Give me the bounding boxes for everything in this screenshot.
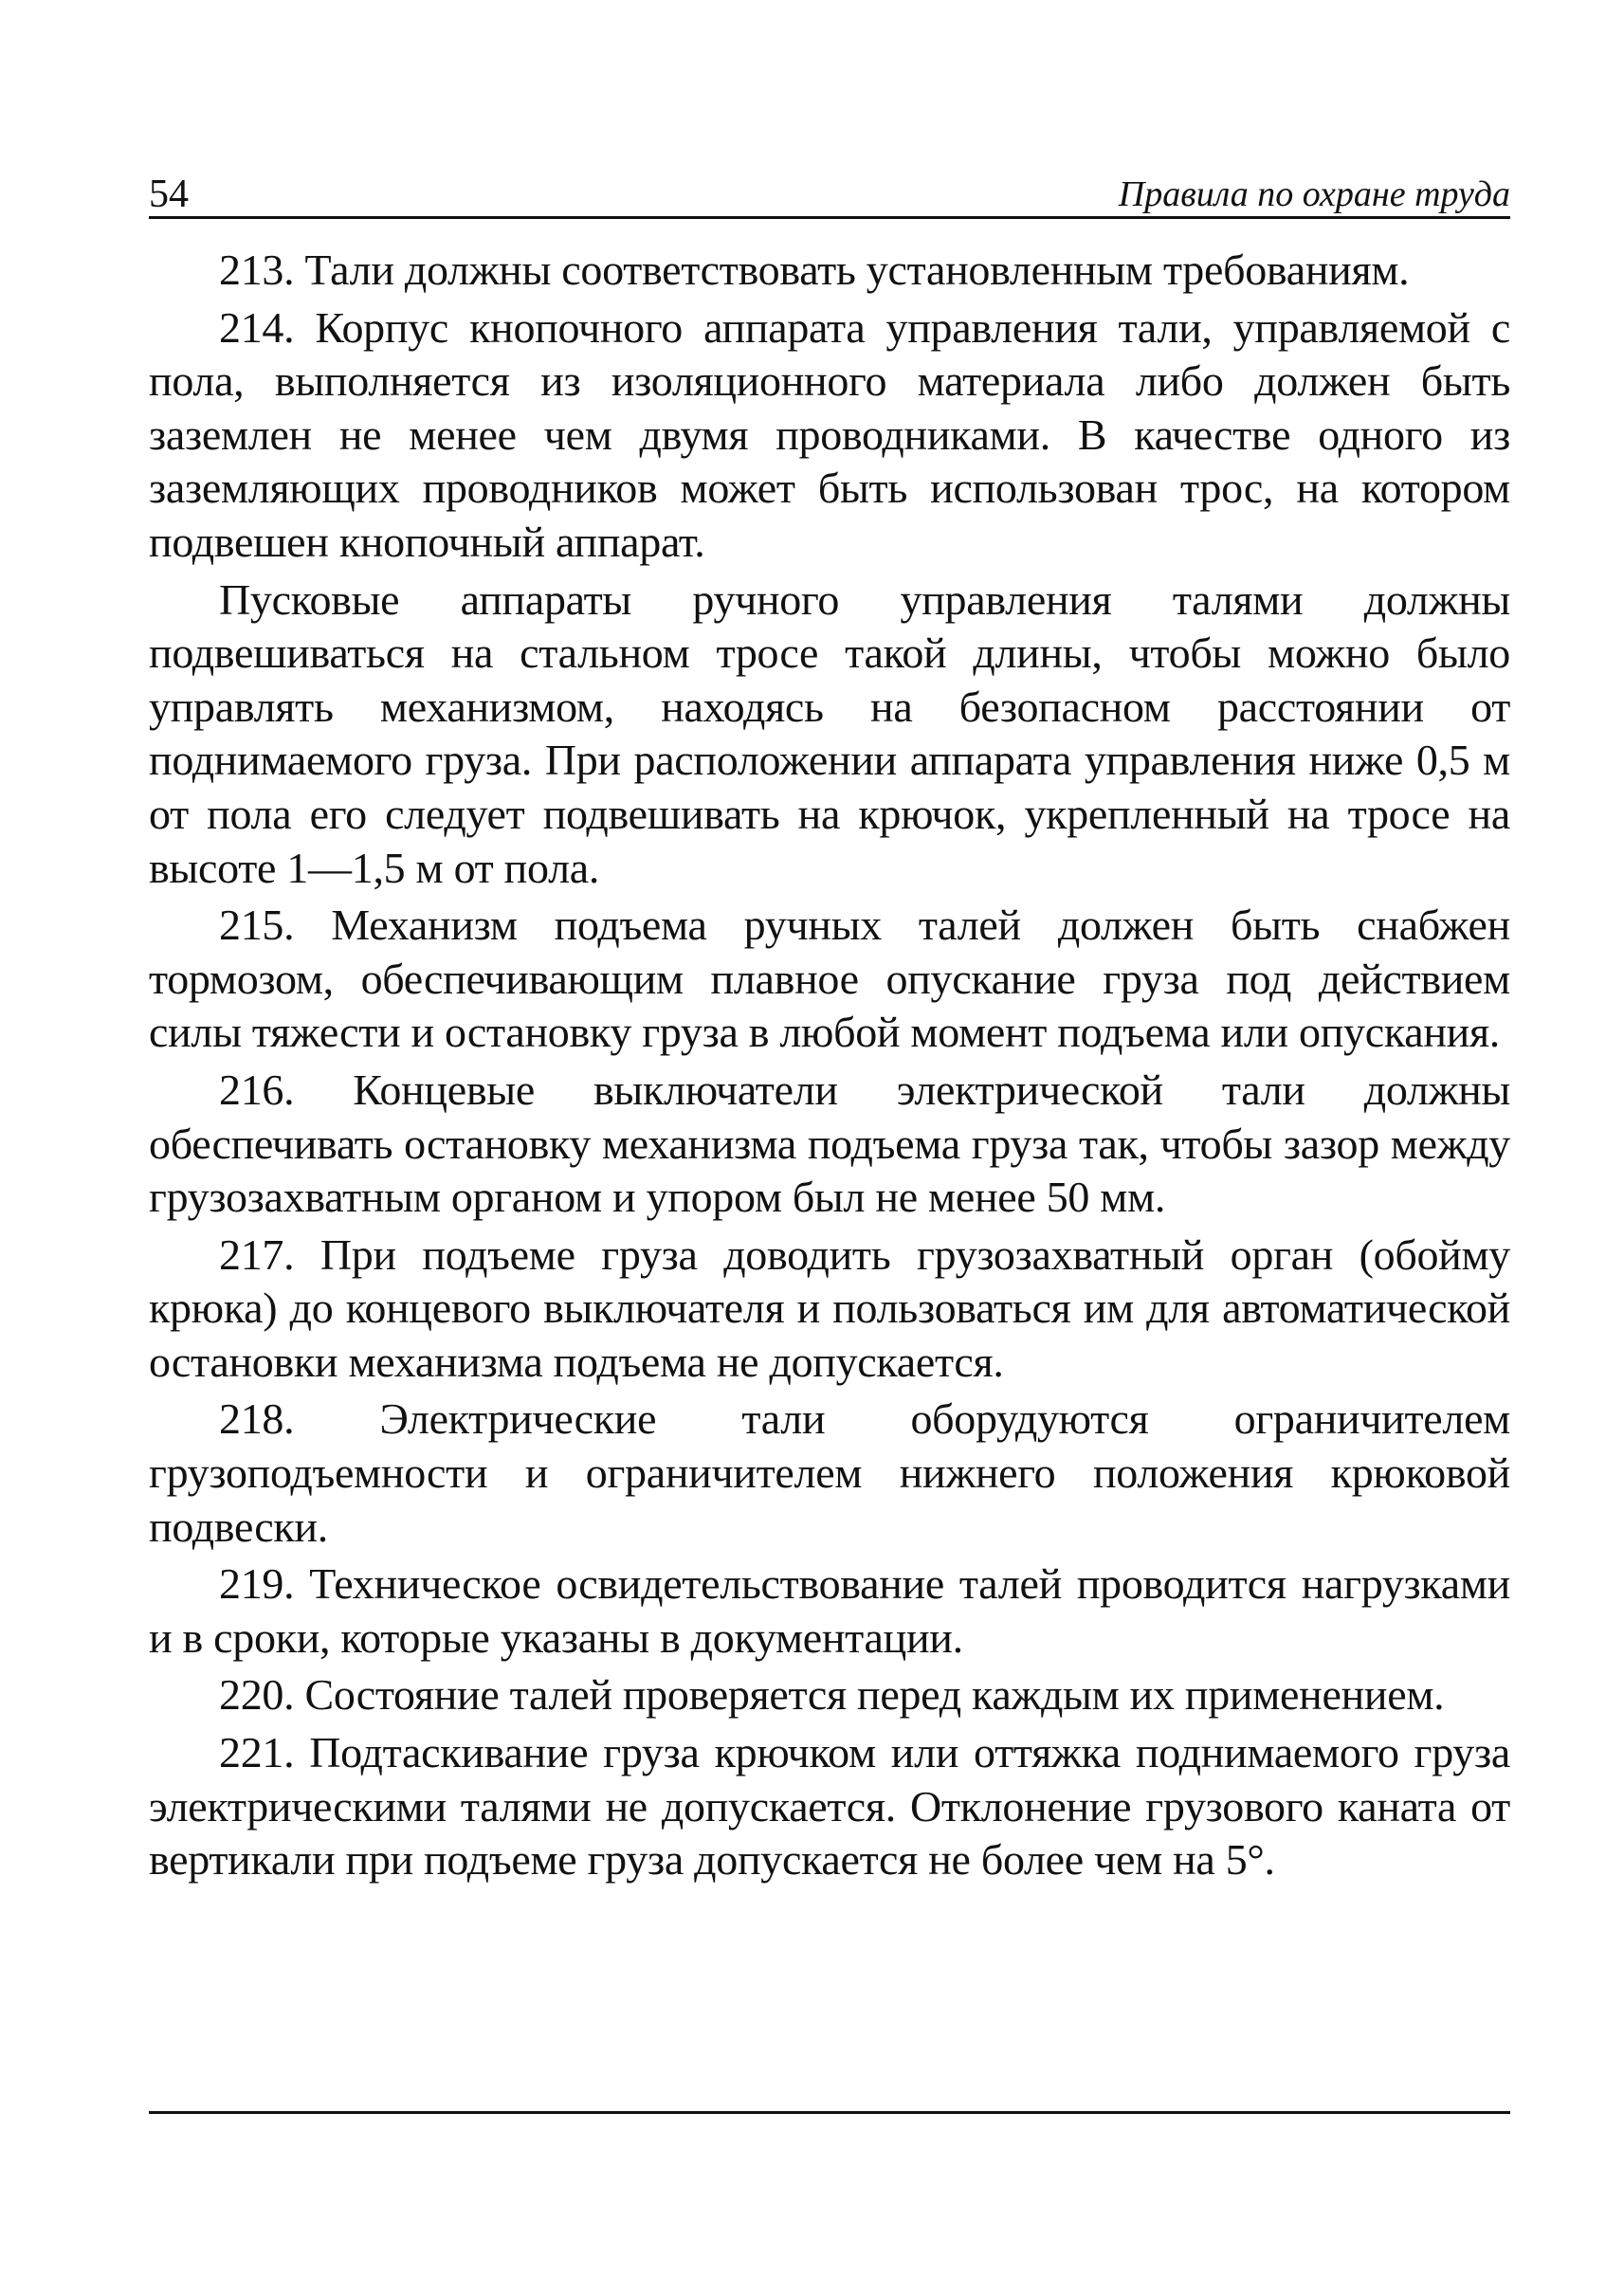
paragraph-214: 214. Корпус кнопочного аппарата управления тали, управляемой с пола, выполняется из изоляционного материала либо должен быть заземлен не менее чем двумя проводниками. В качестве одного из заземляющих проводников может быть использован трос, на котором подвешен кнопочный аппарат. — [149, 302, 1510, 566]
document-body — [149, 244, 1510, 1887]
paragraph-221: 221. Подтаскивание груза крючком или оттяжка поднимаемого груза электрическими талями не допускается. Отклонение грузового каната от вертикали при подъеме груза допускается не более чем на 5°. — [149, 1728, 1510, 1885]
paragraph-215: 215. Механизм подъема ручных талей должен быть снабжен тормозом, обеспечивающим плавное опускание груза под действием силы тяжести и остановку груза в любой момент подъема или опускания. — [149, 901, 1510, 1057]
paragraph-218: 218. Электрические тали оборудуются ограничителем грузоподъемности и ограничителем нижнего положения крюковой подвески. — [149, 1394, 1510, 1551]
paragraph-214-continuation: Пусковые аппараты ручного управления талями должны подвешиваться на стальном тросе такой длины, чтобы можно было управлять механизмом, находясь на безопасном расстоянии от поднимаемого груза. При расположении аппарата управления ниже 0,5 м от пола его следует подвешивать на крючок, укрепленный на тросе на высоте 1—1,5 м от пола. — [149, 574, 1510, 892]
document-page — [149, 171, 1510, 1891]
running-title: Правила по охране труда — [1118, 174, 1510, 214]
paragraph-213: 213. Тали должны соответствовать установленным требованиям. — [219, 246, 1410, 294]
paragraph-217: 217. При подъеме груза доводить грузозахватный орган (обойму крюка) до концевого выключателя и пользоваться им для автоматической остановки механизма подъема не допускается. — [149, 1229, 1510, 1386]
page-header — [149, 171, 1510, 219]
paragraph-220: 220. Состояние талей проверяется перед каждым их применением. — [219, 1670, 1445, 1720]
paragraph-219: 219. Техническое освидетельствование талей проводится нагрузками и в сроки, которые указаны в документации. — [149, 1559, 1510, 1662]
paragraph-216: 216. Концевые выключатели электрической тали должны обеспечивать остановку механизма подъема груза так, чтобы зазор между грузозахватным органом и упором был не менее 50 мм. — [149, 1065, 1510, 1222]
bottom-divider — [149, 2111, 1510, 2114]
page-number: 54 — [149, 173, 189, 216]
